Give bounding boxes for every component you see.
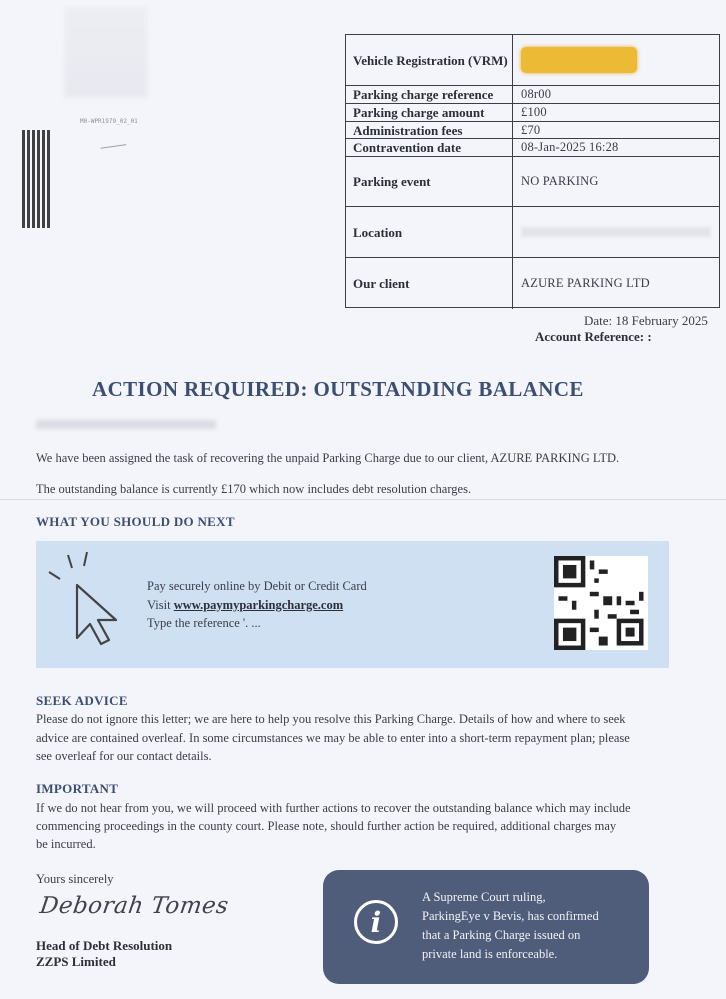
- click-cursor-icon: [44, 552, 134, 647]
- row-value: £70: [521, 122, 541, 137]
- row-value: 08-Jan-2025 16:28: [521, 140, 619, 154]
- section-title-seek-advice: SEEK ADVICE: [36, 693, 128, 708]
- handwritten-mark: [100, 138, 127, 149]
- table-row: [346, 157, 719, 207]
- info-icon: i: [354, 900, 398, 944]
- page-title: ACTION REQUIRED: OUTSTANDING BALANCE: [92, 377, 584, 401]
- table-row: [346, 258, 719, 309]
- payment-text: [147, 577, 367, 633]
- redacted-address-block: [64, 6, 148, 98]
- row-label: Contravention date: [346, 139, 513, 156]
- important-line: If we do not hear from you, we will proceed with further actions to recover the outstanding balance which may include: [36, 801, 631, 815]
- closing-sincerely: Yours sincerely: [36, 872, 114, 886]
- section-title-important: IMPORTANT: [36, 781, 119, 796]
- fold-line: [0, 499, 726, 500]
- row-value-vrm: [513, 35, 719, 85]
- row-value: 08r00: [521, 87, 552, 101]
- table-row: [346, 86, 719, 104]
- account-reference: Account Reference: :: [535, 329, 652, 344]
- signatory-title: [36, 938, 172, 970]
- row-label: Our client: [346, 258, 513, 309]
- intro-paragraph-1: We have been assigned the task of recovering the unpaid Parking Charge due to our client, AZURE PARKING LTD.: [36, 451, 620, 465]
- parking-details-table: [345, 34, 720, 308]
- intro-paragraph-2: The outstanding balance is currently £170 which now includes debt resolution charges.: [36, 482, 472, 496]
- row-label: Parking charge reference: [346, 86, 513, 103]
- table-row: [346, 122, 719, 139]
- pay-line-2: [147, 596, 367, 615]
- signatory-company: ZZPS Limited: [36, 954, 116, 969]
- row-label: Parking charge amount: [346, 104, 513, 121]
- redaction-mark: [521, 227, 711, 237]
- important-line: commencing proceedings in the county court. Please note, should further action be required, additional charges may: [36, 819, 617, 833]
- row-value-location: [513, 207, 719, 257]
- qr-code[interactable]: [554, 556, 648, 650]
- table-row: [346, 104, 719, 122]
- info-line: that a Parking Charge issued on: [422, 928, 581, 942]
- redacted-salutation: [36, 420, 216, 429]
- row-value: AZURE PARKING LTD: [521, 276, 650, 290]
- important-line: be incurred.: [36, 837, 96, 851]
- legal-info-text: [422, 888, 642, 964]
- row-value: NO PARKING: [521, 174, 599, 188]
- pay-line-3: Type the reference '. ...: [147, 616, 261, 630]
- visit-label: Visit: [147, 597, 174, 612]
- table-row: [346, 139, 719, 157]
- seek-advice-line: advice are contained overleaf. In some circumstances we may be able to enter into a short-term repayment plan; please: [36, 731, 630, 745]
- seek-advice-line: Please do not ignore this letter; we are here to help you resolve this Parking Charge. Details of how and where to seek: [36, 712, 626, 726]
- row-label: Administration fees: [346, 122, 513, 138]
- seek-advice-line: see overleaf for our contact details.: [36, 749, 212, 763]
- table-row: [346, 207, 719, 258]
- payment-link[interactable]: www.paymyparkingcharge.com: [173, 597, 344, 612]
- row-label: Parking event: [346, 157, 513, 206]
- info-line: private land is enforceable.: [422, 947, 558, 961]
- row-label: Location: [346, 207, 513, 257]
- document-code: M0-WPR1979_02_01: [80, 118, 138, 125]
- letter-date: Date: 18 February 2025: [584, 313, 708, 328]
- signature: Deborah Tomes: [38, 893, 231, 919]
- table-row: [346, 35, 719, 86]
- section-title-what-next: WHAT YOU SHOULD DO NEXT: [36, 514, 235, 529]
- row-label: Vehicle Registration (VRM): [346, 35, 513, 85]
- row-value: £100: [521, 105, 547, 119]
- signatory-role: Head of Debt Resolution: [36, 938, 173, 953]
- info-line: ParkingEye v Bevis, has confirmed: [422, 909, 599, 923]
- redaction-mark: [521, 47, 637, 73]
- datamatrix-barcode: [22, 130, 52, 228]
- pay-line-1: Pay securely online by Debit or Credit Card: [147, 579, 367, 593]
- info-line: A Supreme Court ruling,: [422, 890, 546, 904]
